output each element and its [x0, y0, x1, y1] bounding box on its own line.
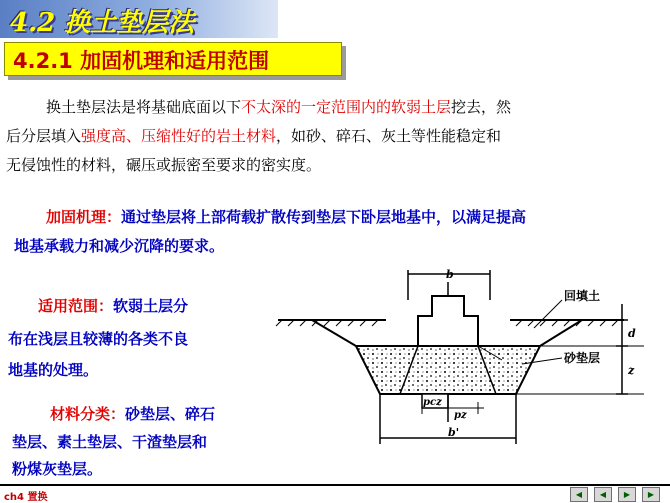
scope-text: 地基的处理。 [8, 361, 99, 379]
scope-line-3 [8, 356, 98, 385]
footer-divider [0, 484, 670, 486]
intro-text: 后分层填入 [6, 127, 82, 145]
b-label: b [446, 268, 454, 281]
next-icon: ▶ [623, 490, 631, 499]
cushion-diagram [272, 262, 666, 462]
materials-text: 垫层、素土垫层、干渣垫层和 [12, 433, 208, 451]
scope-line-1 [38, 292, 188, 321]
scope-text: 软弱土层分 [113, 297, 189, 315]
intro-text: ，如砂、碎石、灰土等性能稳定和 [276, 127, 502, 145]
mechanism-line-1 [46, 203, 526, 232]
mechanism-line-2 [14, 232, 224, 261]
foundation [418, 296, 478, 346]
intro-text: 挖去，然 [451, 98, 512, 116]
pz-label: pz [454, 410, 467, 421]
intro-line-2 [6, 122, 501, 151]
last-slide-button[interactable] [642, 487, 660, 502]
first-slide-button[interactable] [570, 487, 588, 502]
right-slope [540, 320, 582, 346]
pcz-label: pcz [423, 397, 442, 408]
intro-text: 换土垫层法是将基础底面以下 [46, 98, 242, 116]
mechanism-text: 通过垫层将上部荷载扩散传到垫层下卧层地基中，以满足提高 [121, 208, 527, 226]
backfill-label: 回填土 [564, 289, 601, 303]
scope-label: 适用范围： [38, 297, 114, 315]
materials-line-3 [12, 455, 102, 484]
first-icon: ◀ [575, 490, 583, 499]
intro-highlight: 强度高、压缩性好的岩土材料 [81, 127, 277, 145]
intro-text: 无侵蚀性的材料，碾压或振密至要求的密实度。 [6, 156, 322, 174]
mechanism-text: 地基承载力和减少沉降的要求。 [14, 237, 225, 255]
sand-cushion [356, 346, 540, 394]
materials-text: 砂垫层、碎石 [125, 405, 216, 423]
b-prime-label: b' [448, 426, 460, 439]
materials-text: 粉煤灰垫层。 [12, 460, 103, 478]
last-icon: ▶ [647, 490, 655, 499]
prev-icon: ◀ [599, 490, 607, 499]
mechanism-label: 加固机理： [46, 208, 122, 226]
materials-line-1 [50, 400, 215, 429]
materials-line-2 [12, 428, 207, 457]
next-slide-button[interactable] [618, 487, 636, 502]
title-bar [0, 0, 278, 38]
prev-slide-button[interactable] [594, 487, 612, 502]
intro-highlight: 不太深的一定范围内的软弱土层 [241, 98, 452, 116]
footer-label: ch4 置换 [4, 492, 48, 503]
scope-text: 布在浅层且较薄的各类不良 [8, 330, 189, 348]
intro-line-1 [46, 93, 511, 122]
intro-line-3 [6, 151, 321, 180]
scope-line-2 [8, 325, 188, 354]
page-title: 4.2 换土垫层法 [10, 8, 195, 38]
section-heading-box [4, 42, 342, 76]
materials-label: 材料分类： [50, 405, 126, 423]
section-heading: 4.2.1 加固机理和适用范围 [13, 49, 270, 73]
z-label: z [628, 364, 635, 377]
d-label: d [628, 327, 636, 340]
sand-label: 砂垫层 [564, 351, 601, 365]
